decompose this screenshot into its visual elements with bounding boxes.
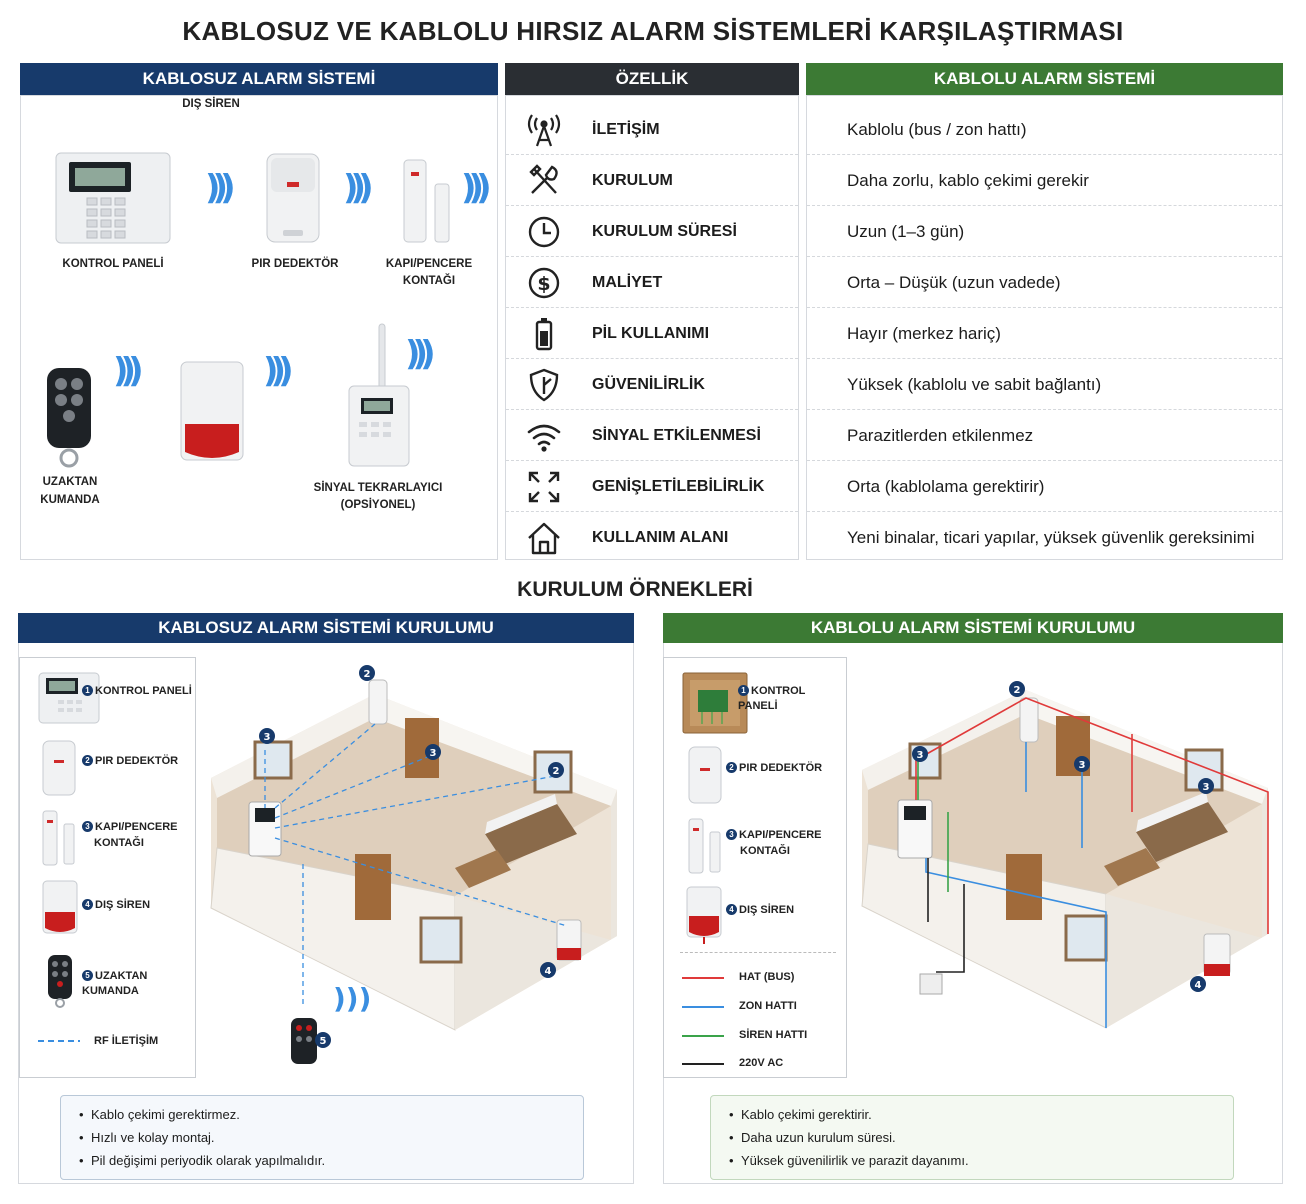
wired-notes [710,1095,1234,1180]
siren-device [179,360,245,464]
wired-legend-item-2: 2 PIR DEDEKTÖR [726,761,822,776]
rf-label: RF İLETİŞİM [94,1035,159,1047]
feature-row-6 [506,410,798,461]
shield-icon [526,367,562,403]
feature-label: İLETİŞİM [592,121,660,138]
wired-values-column [806,95,1283,560]
remote-device [43,366,95,470]
line-label-bus: HAT (BUS) [739,971,795,983]
bus-line-icon [682,977,724,979]
legend-item-4: 4 DIŞ SİREN [82,898,150,913]
value-row-8 [807,512,1282,563]
feature-label: PİL KULLANIMI [592,325,710,342]
note-item: • Yüksek güvenilirlik ve parazit dayanımı. [725,1149,1219,1172]
svg-text:$: $ [537,273,551,295]
pir-detector-device [265,152,323,246]
note-item: • Pil değişimi periyodik olarak yapılmalıdır. [75,1149,569,1172]
feature-header: ÖZELLİK [505,63,799,95]
wireless-devices-panel [20,95,498,560]
note-item: • Kablo çekimi gerektirir. [725,1103,1219,1126]
legend-item-3b: KONTAĞI [94,837,144,849]
feature-label: SİNYAL ETKİLENMESİ [592,427,761,444]
value-row-5 [807,359,1282,410]
control-panel-device [55,152,173,246]
legend-pir-icon [42,740,76,796]
signal-wave-icon: ))) [343,168,366,208]
value-row-6 [807,410,1282,461]
svg-text:3: 3 [916,750,924,761]
legend-item-3: 3 KAPI/PENCERE [82,820,178,835]
feature-value: Orta (kablolama gerektirir) [847,477,1045,496]
feature-value: Daha zorlu, kablo çekimi gerekir [847,171,1089,190]
svg-text:2: 2 [363,669,371,680]
feature-value: Yeni binalar, ticari yapılar, yüksek güvenlik gereksinimi [847,528,1255,547]
door-contact-device [401,158,453,246]
legend-item-2: 2 PIR DEDEKTÖR [82,754,178,769]
clock-icon [526,214,562,250]
note-item: • Daha uzun kurulum süresi. [725,1126,1219,1149]
svg-text:4: 4 [544,966,552,977]
svg-text:4: 4 [1194,980,1202,991]
wired-header: KABLOLU ALARM SİSTEMİ [806,63,1283,95]
svg-text:2: 2 [552,766,560,777]
feature-label: GÜVENİLİRLİK [592,376,705,393]
label-door-contact-1: KAPI/PENCERE [385,258,473,270]
signal-wave-icon: ))) [461,168,484,208]
expand-icon [526,469,562,505]
label-repeater-1: SİNYAL TEKRARLAYICI [313,482,443,494]
ac-line-icon [682,1063,724,1065]
value-row-1 [807,155,1282,206]
repeater-device [347,322,411,470]
wired-legend-item-4: 4 DIŞ SİREN [726,903,794,918]
wireless-legend [19,657,196,1078]
feature-value: Orta – Düşük (uzun vadede) [847,273,1061,292]
label-pir: PIR DEDEKTÖR [251,258,339,270]
legend-item-5: 5 UZAKTAN KUMANDA [82,970,148,997]
feature-row-5 [506,359,798,410]
legend-wired-door-icon [688,818,724,874]
line-label-zone: ZON HATTI [739,1000,797,1012]
value-row-4 [807,308,1282,359]
rf-line-icon [36,1036,82,1046]
legend-remote-icon [46,954,74,1008]
wireless-house-illustration [205,658,625,1078]
zone-line-icon [682,1006,724,1008]
svg-text:3: 3 [429,748,437,759]
svg-text:3: 3 [263,732,271,743]
wired-house-illustration [856,672,1276,1072]
signal-wave-icon: ))) [113,351,136,391]
label-repeater-2: (OPSİYONEL) [340,499,416,511]
battery-icon [526,316,562,352]
signal-wave-icon: ))) [263,351,286,391]
svg-text:2: 2 [1013,685,1021,696]
legend-wired-siren-icon [686,886,722,944]
feature-row-7 [506,461,798,512]
line-label-ac: 220V AC [739,1057,784,1069]
value-row-0 [807,104,1282,155]
feature-value: Parazitlerden etkilenmez [847,426,1034,445]
feature-row-4 [506,308,798,359]
page-title: KABLOSUZ VE KABLOLU HIRSIZ ALARM SİSTEMLERİ KARŞILAŞTIRMASI [182,16,1124,46]
value-row-2 [807,206,1282,257]
feature-value: Kablolu (bus / zon hattı) [847,120,1027,139]
feature-label: MALİYET [592,274,663,291]
line-label-siren: SİREN HATTI [739,1029,808,1041]
legend-divider [680,952,836,953]
legend-siren-icon [42,880,78,934]
label-remote-2: KUMANDA [40,494,100,506]
feature-column [505,95,799,560]
feature-label: GENİŞLETİLEBİLİRLİK [592,478,765,495]
dollar-icon [526,265,562,301]
value-row-3 [807,257,1282,308]
label-siren: DIŞ SİREN [182,98,240,110]
wireless-header: KABLOSUZ ALARM SİSTEMİ [20,63,498,95]
wired-legend-item-1: 1 KONTROL PANELİ [738,685,806,712]
label-control-panel: KONTROL PANELİ [62,258,164,270]
legend-wired-pir-icon [688,746,722,804]
feature-label: KURULUM [592,172,673,189]
note-item: • Kablo çekimi gerektirmez. [75,1103,569,1126]
tools-icon [526,163,562,199]
feature-row-1 [506,155,798,206]
legend-door-icon [42,810,78,866]
note-item: • Hızlı ve kolay montaj. [75,1126,569,1149]
label-door-contact-2: KONTAĞI [402,275,456,287]
feature-label: KULLANIM ALANI [592,529,729,546]
feature-value: Uzun (1–3 gün) [847,222,965,241]
svg-text:3: 3 [1078,760,1086,771]
feature-row-3 [506,257,798,308]
signal-wave-icon: ))) [405,334,428,374]
wifi-icon [526,418,562,454]
feature-value: Hayır (merkez hariç) [847,324,1001,343]
wired-legend [663,657,847,1078]
feature-label: KURULUM SÜRESİ [592,223,737,240]
wireless-install-header: KABLOSUZ ALARM SİSTEMİ KURULUMU [18,613,634,643]
label-remote-1: UZAKTAN [42,476,98,488]
feature-row-0 [506,104,798,155]
wired-legend-item-3b: KONTAĞI [740,845,790,857]
wired-install-header: KABLOLU ALARM SİSTEMİ KURULUMU [663,613,1283,643]
examples-title: KURULUM ÖRNEKLERİ [517,578,753,601]
svg-text:3: 3 [1202,782,1210,793]
wired-legend-item-3: 3 KAPI/PENCERE [726,828,822,843]
siren-line-icon [682,1035,724,1037]
feature-row-2 [506,206,798,257]
legend-item-1: 1 KONTROL PANELİ [82,684,192,699]
feature-row-8 [506,512,798,563]
svg-text:))): ))) [333,982,372,1015]
wireless-notes [60,1095,584,1180]
home-icon [526,520,562,556]
value-row-7 [807,461,1282,512]
feature-value: Yüksek (kablolu ve sabit bağlantı) [847,375,1102,394]
antenna-icon [526,112,562,148]
svg-text:5: 5 [319,1036,327,1047]
signal-wave-icon: ))) [205,168,228,208]
